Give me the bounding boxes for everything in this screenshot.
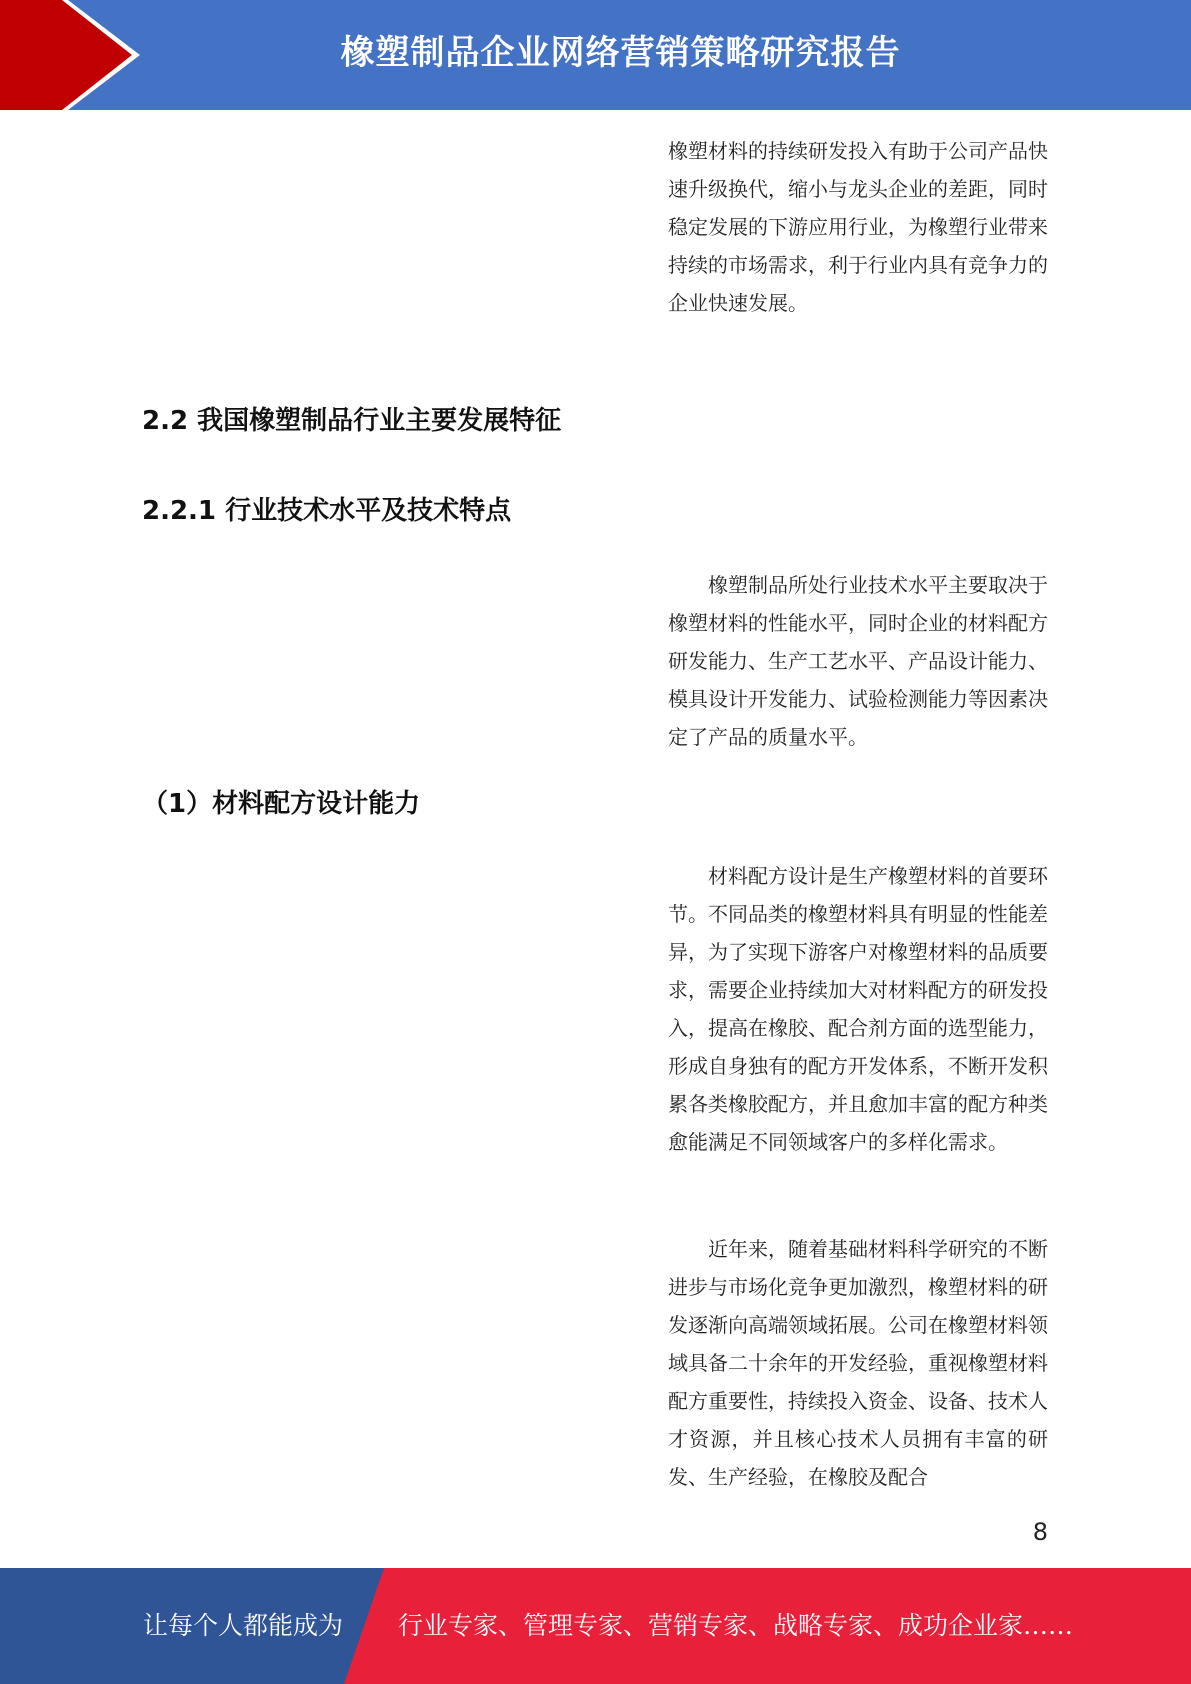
header-chevron-decoration	[0, 0, 160, 110]
paragraph-tech-level: 橡塑制品所处行业技术水平主要取决于橡塑材料的性能水平，同时企业的材料配方研发能力、生产工艺水平、产品设计能力、模具设计开发能力、试验检测能力等因素决定了产品的质量水平。	[668, 573, 1048, 749]
page-number: 8	[1032, 1518, 1048, 1546]
subsection-heading-formula-design: （1）材料配方设计能力	[142, 789, 421, 819]
chevron-red-fill	[0, 0, 132, 110]
paragraph-formula-design: 材料配方设计是生产橡塑材料的首要环节。不同品类的橡塑材料具有明显的性能差异，为了实现下游客户对橡塑材料的品质要求，需要企业持续加大对材料配方的研发投入，提高在橡胶、配合剂方面的选型能力，形成自身独有的配方开发体系，不断开发积累各类橡胶配方，并且愈加丰富的配方种类愈能满足不同领域客户的多样化需求。	[668, 864, 1048, 1154]
section-heading-2-2-1: 2.2.1 行业技术水平及技术特点	[142, 496, 512, 526]
footer-slogan-right: 行业专家、管理专家、营销专家、战略专家、成功企业家……	[398, 1611, 1074, 1640]
page-header	[0, 0, 1191, 110]
paragraph-recent-years: 近年来，随着基础材料科学研究的不断进步与市场化竞争更加激烈，橡塑材料的研发逐渐向高端领域拓展。公司在橡塑材料领域具备二十余年的开发经验，重视橡塑材料配方重要性，持续投入资金、设备、技术人才资源，并且核心技术人员拥有丰富的研发、生产经验，在橡胶及配合	[668, 1237, 1048, 1489]
paragraph-rd-investment: 橡塑材料的持续研发投入有助于公司产品快速升级换代，缩小与龙头企业的差距，同时稳定发展的下游应用行业，为橡塑行业带来持续的市场需求，利于行业内具有竞争力的企业快速发展。	[668, 139, 1048, 315]
page-footer	[0, 1568, 1191, 1684]
footer-slogan-left: 让每个人都能成为	[143, 1611, 344, 1640]
report-title: 橡塑制品企业网络营销策略研究报告	[340, 33, 901, 73]
section-heading-2-2: 2.2 我国橡塑制品行业主要发展特征	[142, 406, 562, 436]
